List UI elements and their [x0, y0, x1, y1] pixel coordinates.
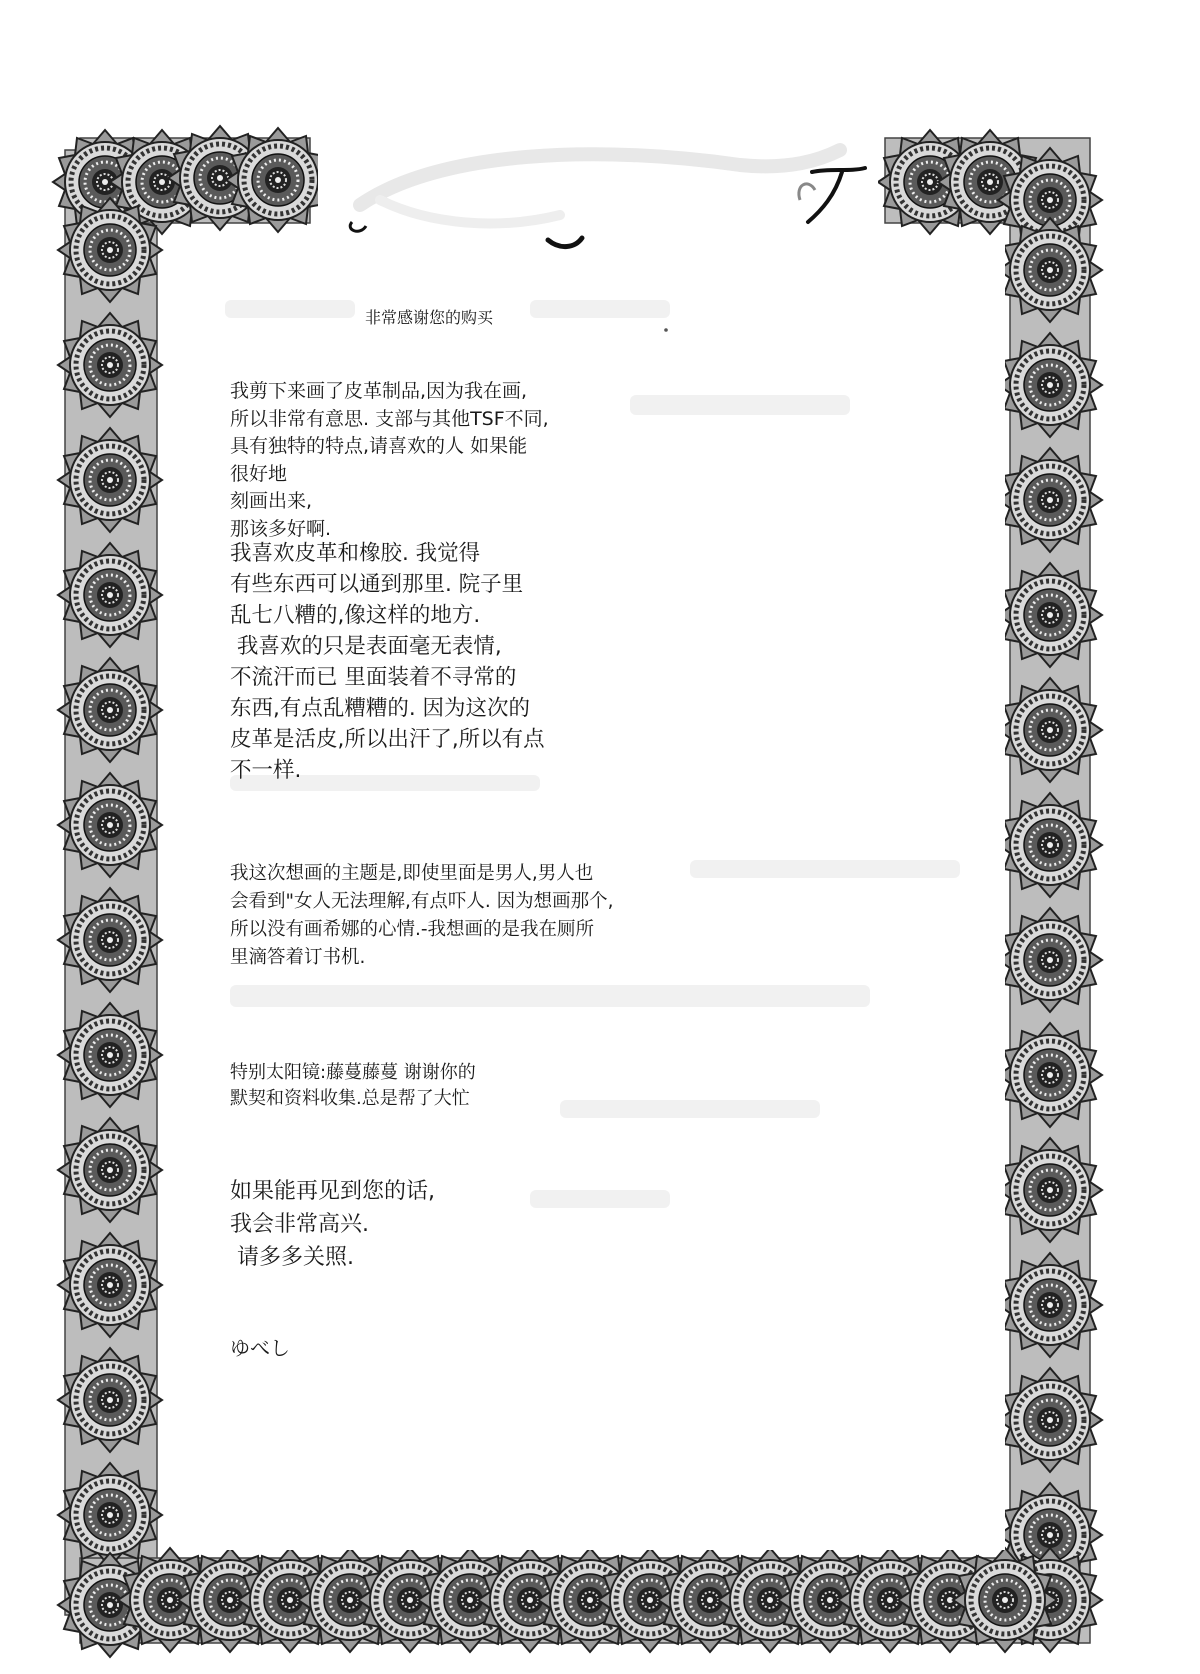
paragraph-special-thanks: 特别太阳镜:藤蔓藤蔓 谢谢你的 默契和资料收集.总是帮了大忙 — [230, 1062, 476, 1109]
paragraph-theme: 我这次想画的主题是,即使里面是男人,男人也 会看到"女人无法理解,有点吓人. 因为想画那个, 所以没有画希娜的心情.-我想画的是我在厕所 里滴答着订书机. — [230, 863, 614, 968]
author-signature: ゆべし — [230, 1336, 290, 1360]
paragraph-leather-intro: 我剪下来画了皮革制品,因为我在画, 所以非常有意思. 支部与其他TSF不同, 具有独特的特点,请喜欢的人 如果能 很好地 刻画出来, 那该多好啊. — [230, 380, 549, 540]
paragraph-closing: 如果能再见到您的话, 我会非常高兴. 请多多关照. — [230, 1179, 435, 1270]
thanks-heading: 非常感谢您的购买 — [365, 308, 494, 327]
paragraph-leather-rubber: 我喜欢皮革和橡胶. 我觉得 有些东西可以通到那里. 院子里 乱七八糟的,像这样的地方. 我喜欢的只是表面毫无表情, 不流汗而已 里面装着不寻常的 东西,有点乱糟糟的. 因为这次的 皮革是活皮,所以出汗了,所以有点 不一样. — [230, 541, 545, 783]
